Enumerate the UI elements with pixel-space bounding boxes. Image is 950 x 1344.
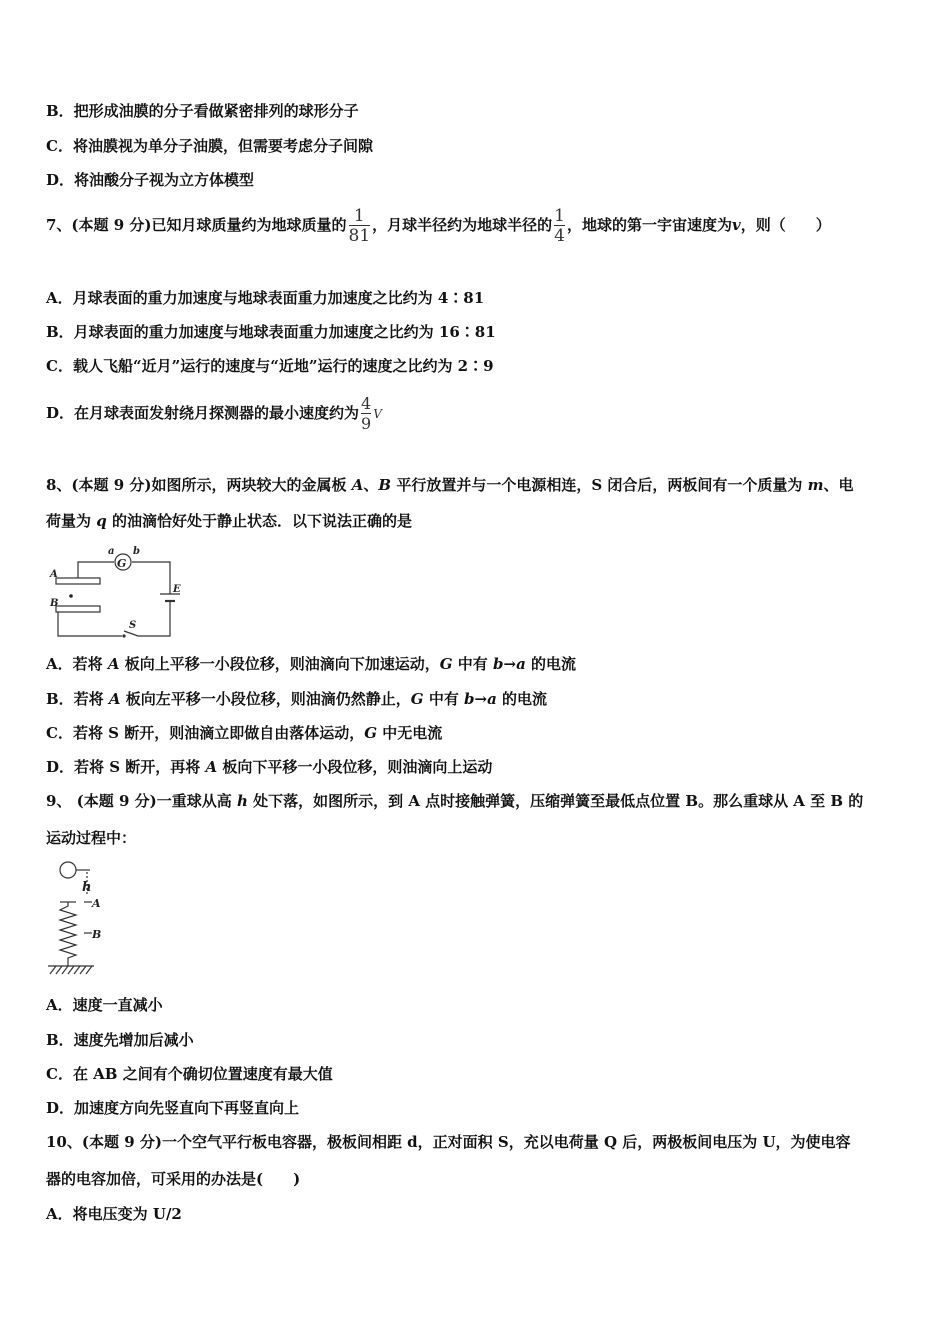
q8-option-b: [46, 689, 547, 709]
q8-var-q: q: [96, 512, 107, 530]
q8-text: D．若将 S 断开，再将: [46, 758, 206, 776]
q7-option-d: [46, 393, 382, 434]
q7-var-v: v: [732, 216, 741, 234]
q7-option-b: B．月球表面的重力加速度与地球表面重力加速度之比约为 16∶81: [46, 323, 496, 341]
q6-option-c: C．将油膜视为单分子油膜，但需要考虑分子间隙: [46, 137, 373, 155]
q8-var-G: G: [410, 690, 424, 708]
q8-fig-S: S: [129, 620, 137, 631]
q10-stem-line1: 10、(本题 9 分)一个空气平行板电容器，极板间相距 d，正对面积 S，充以电荷量 Q 后，两极板间电压为 U，为使电容: [46, 1133, 851, 1151]
q8-var-A: A: [108, 690, 121, 708]
q8-text: 荷量为: [46, 512, 97, 530]
q7-option-d-fraction: [361, 395, 371, 433]
q9-fig-h: h: [82, 880, 92, 895]
q9-stem-line2: 运动过程中：: [46, 829, 137, 847]
q8-oil-drop-icon: [69, 594, 73, 598]
q8-var-G: G: [439, 655, 453, 673]
q7-stem-part4: ，则（ ）: [740, 216, 831, 234]
q9-option-d: D．加速度方向先竖直向下再竖直向上: [46, 1099, 300, 1117]
q8-fig-E: E: [173, 584, 181, 595]
q10-option-a: A．将电压变为 U/2: [46, 1205, 182, 1223]
q9-option-b: B．速度先增加后减小: [46, 1031, 194, 1049]
q8-wire-right-bottom: [138, 601, 170, 636]
q7-optd-denominator: 9: [361, 414, 372, 433]
q8-sep: 、: [363, 476, 379, 494]
q8-fig-G: G: [117, 557, 127, 570]
q7-stem-part2: ，月球半径约为地球半径的: [372, 216, 553, 234]
q8-var-m: m: [807, 476, 824, 494]
q8-switch-contact: [122, 634, 125, 637]
q8-circuit-figure: [46, 544, 186, 640]
q8-text: 中有: [423, 690, 465, 708]
q8-var-B: B: [378, 476, 392, 494]
q6-option-b: B．把形成油膜的分子看做紧密排列的球形分子: [46, 102, 359, 120]
q8-text: A．若将: [46, 655, 108, 673]
q9-text: 处下落，如图所示，到 A 点时接触弹簧，压缩弹簧至最低点位置 B。那么重球从 A 至 B 的: [247, 792, 864, 810]
q8-text: 的电流: [496, 690, 548, 708]
q7-stem-part1: 7、(本题 9 分)已知月球质量约为地球质量的: [46, 216, 347, 234]
q8-text: 板向左平移一小段位移，则油滴仍然静止，: [120, 690, 411, 708]
q8-wire-bottom-left: [58, 612, 122, 636]
q7-fraction-1-81: [349, 207, 371, 245]
q6-option-d: D．将油酸分子视为立方体模型: [46, 171, 255, 189]
q8-fig-B: B: [50, 598, 59, 609]
q7-frac2-denominator: 4: [554, 226, 565, 246]
q9-ball-icon: [60, 862, 76, 878]
q7-option-a: A．月球表面的重力加速度与地球表面重力加速度之比约为 4∶81: [46, 289, 485, 307]
q7-frac1-numerator: 1: [353, 206, 365, 226]
q9-option-a: A．速度一直减小: [46, 996, 163, 1014]
q7-optd-numerator: 4: [361, 394, 372, 413]
q7-optd-v: V: [373, 407, 382, 421]
q8-var-A: A: [107, 655, 120, 673]
q8-wire-top-left: [78, 562, 114, 578]
q7-frac1-denominator: 81: [348, 226, 371, 246]
q8-text: 平行放置并与一个电源相连，S 闭合后，两板间有一个质量为: [391, 476, 808, 494]
q9-option-c: C．在 AB 之间有个确切位置速度有最大值: [46, 1065, 333, 1083]
q9-text: 9、 (本题 9 分)一重球从高: [46, 792, 237, 810]
q8-text: 的电流: [525, 655, 577, 673]
q8-var-G: G: [364, 724, 378, 742]
q8-text: 中有: [452, 655, 494, 673]
q8-text: 的油滴恰好处于静止状态．以下说法正确的是: [106, 512, 412, 530]
q10-stem-line2: 器的电容加倍，可采用的办法是( ): [46, 1170, 301, 1188]
q8-stem-line2: [46, 511, 412, 531]
q8-var-A: A: [205, 758, 218, 776]
q8-text: 8、(本题 9 分)如图所示，两块较大的金属板: [46, 476, 352, 494]
q8-text: C．若将 S 断开，则油滴立即做自由落体运动，: [46, 724, 365, 742]
q8-var-A: A: [351, 476, 364, 494]
q8-text: 、电: [823, 476, 854, 494]
q8-current-b-to-a: b→a: [464, 690, 497, 708]
q8-current-b-to-a: b→a: [493, 655, 526, 673]
q8-fig-b: b: [133, 546, 140, 557]
q7-option-c: C．载人飞船“近月”运行的速度与“近地”运行的速度之比约为 2∶9: [46, 357, 494, 375]
q8-text: B．若将: [46, 690, 109, 708]
q8-option-a: [46, 654, 576, 674]
q8-text: 板向上平移一小段位移，则油滴向下加速运动，: [119, 655, 440, 673]
q8-stem-line1: [46, 475, 854, 495]
q7-stem: [46, 205, 831, 245]
q9-fig-A: A: [92, 897, 101, 910]
q7-frac2-numerator: 1: [554, 206, 565, 226]
q9-fig-B: B: [92, 928, 102, 941]
q7-stem-part3: ，地球的第一宇宙速度为: [567, 216, 733, 234]
q9-spring-icon: [60, 902, 76, 966]
q8-text: 中无电流: [377, 724, 443, 742]
q9-ground-hatch: [50, 966, 92, 974]
q9-stem-line1: [46, 791, 863, 811]
q7-option-d-text: D．在月球表面发射绕月探测器的最小速度约为: [46, 404, 360, 422]
q9-spring-figure: [46, 858, 102, 978]
q8-option-d: [46, 757, 492, 777]
q8-fig-a: a: [108, 546, 115, 557]
q8-option-c: [46, 723, 442, 743]
q8-plate-a: [56, 578, 100, 584]
q8-plate-b: [56, 606, 100, 612]
q9-var-h: h: [236, 792, 248, 810]
q8-fig-A: A: [50, 569, 58, 580]
q8-wire-top-right: [132, 562, 170, 594]
q7-fraction-1-4: [554, 207, 565, 245]
q8-switch-icon: [124, 631, 138, 636]
q8-text: 板向下平移一小段位移，则油滴向上运动: [217, 758, 493, 776]
